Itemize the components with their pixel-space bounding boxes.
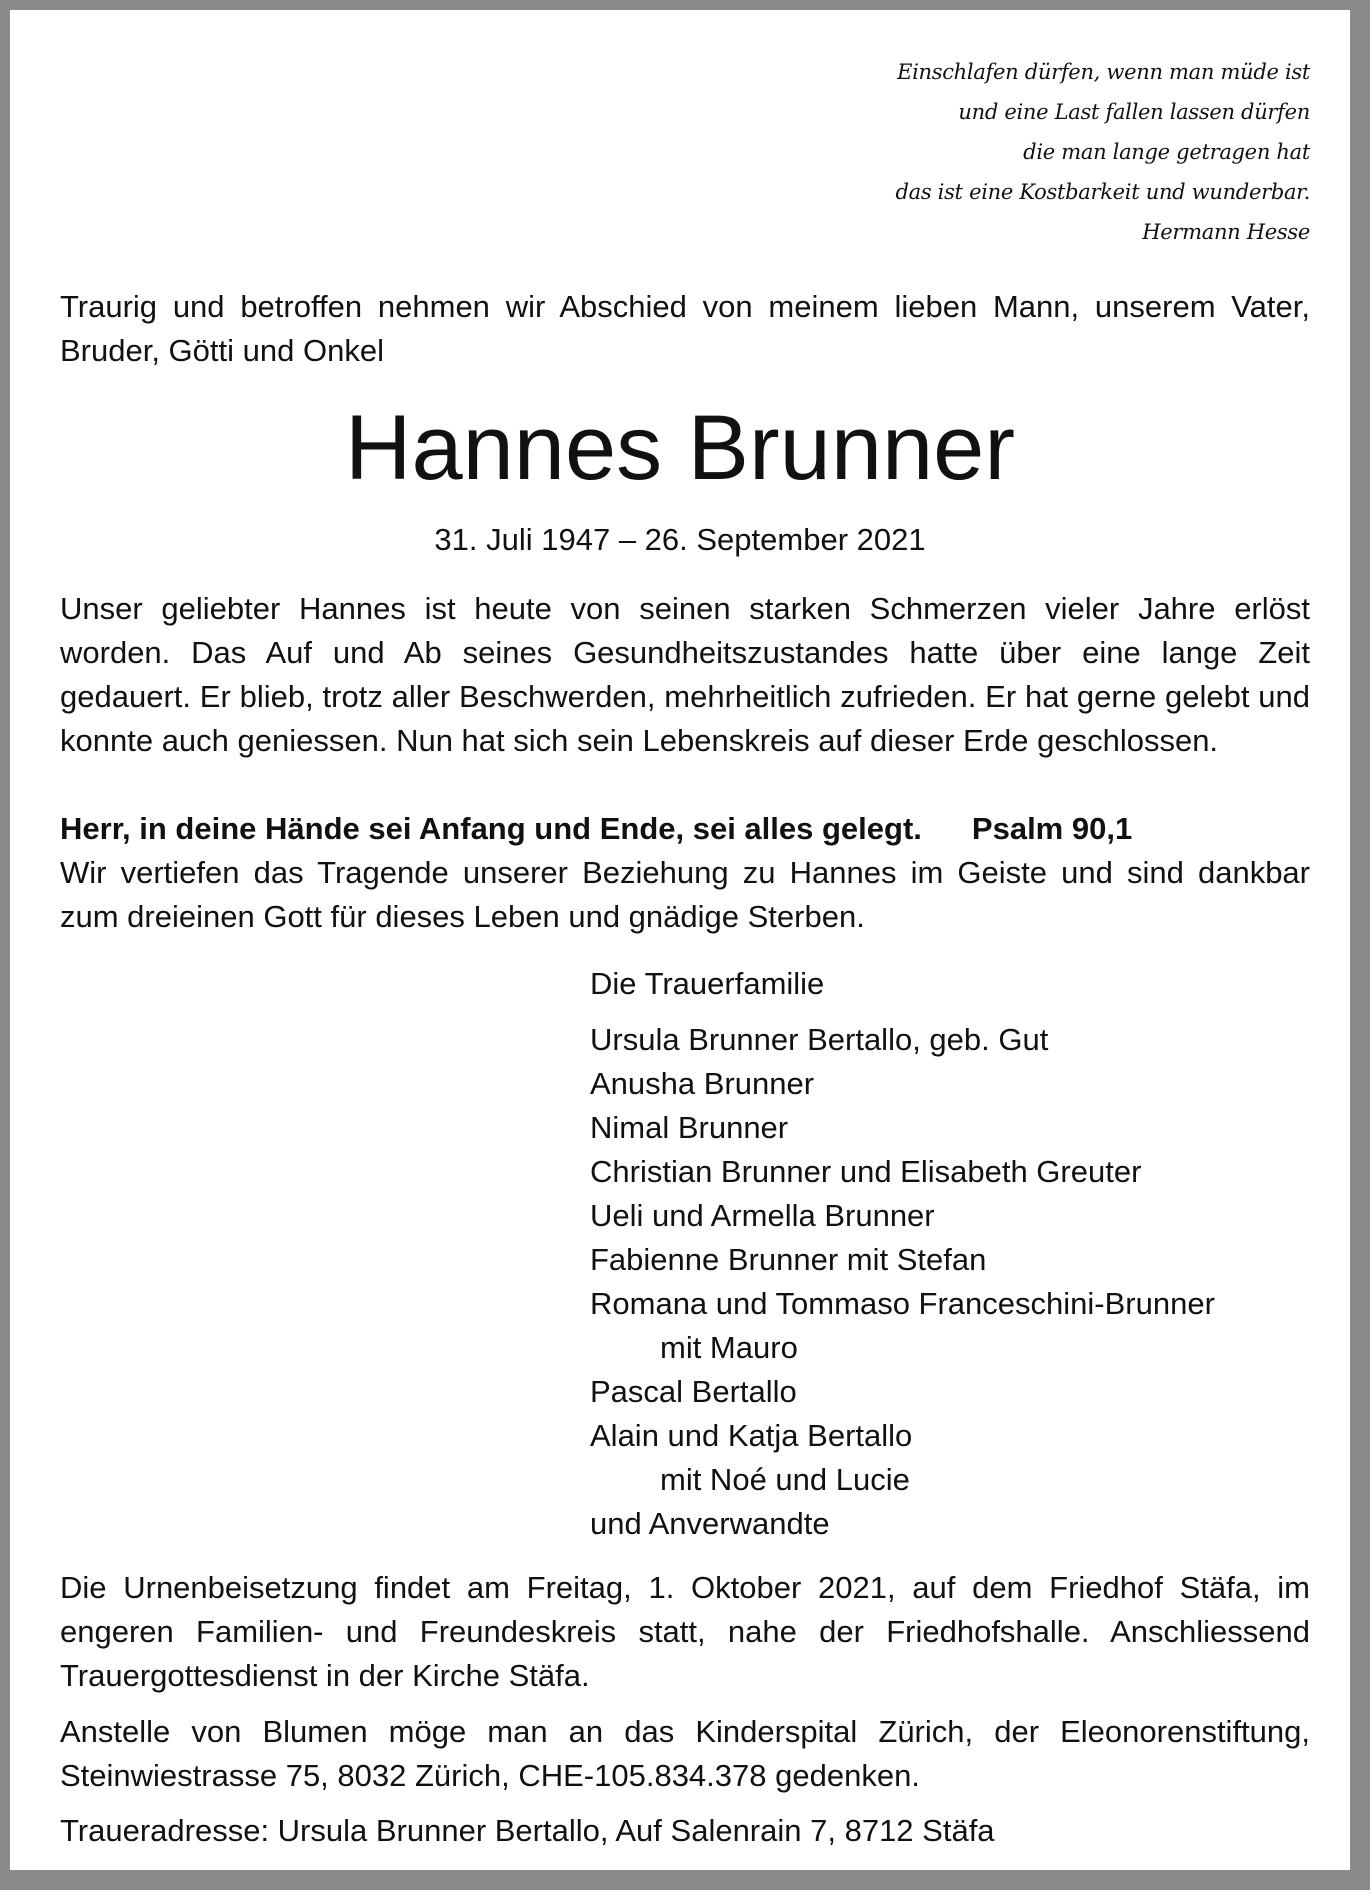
- mourning-address: Traueradresse: Ursula Brunner Bertallo, Auf Salenrain 7, 8712 Stäfa: [60, 1813, 995, 1848]
- deceased-name: Hannes Brunner: [345, 397, 1015, 499]
- family-member: Anusha Brunner: [590, 1066, 815, 1101]
- ceremony-text: Die Urnenbeisetzung findet am Freitag, 1. Oktober 2021, auf dem Friedhof Stäfa, im engeren Familien- und Freundeskreis statt, nahe der Friedhofshalle. Anschliessend Trauergottesdienst in der Kirche Stäfa.: [60, 1570, 1310, 1693]
- family-member: mit Mauro: [660, 1330, 798, 1365]
- family-member: Fabienne Brunner mit Stefan: [590, 1242, 987, 1277]
- family-member: Alain und Katja Bertallo: [590, 1418, 913, 1453]
- family-member: Nimal Brunner: [590, 1110, 789, 1145]
- quote-line: Einschlafen dürfen, wenn man müde ist: [897, 60, 1310, 84]
- family-member: mit Noé und Lucie: [660, 1462, 910, 1497]
- life-dates: 31. Juli 1947 – 26. September 2021: [434, 522, 926, 557]
- family-list: [590, 962, 1215, 1546]
- family-member: Pascal Bertallo: [590, 1374, 797, 1409]
- quote-line: und eine Last fallen lassen dürfen: [958, 100, 1310, 124]
- quote-line: die man lange getragen hat: [1023, 140, 1310, 164]
- quote-line: das ist eine Kostbarkeit und wunderbar.: [895, 180, 1310, 204]
- hesse-quote: [895, 52, 1310, 252]
- gratitude-text: Wir vertiefen das Tragende unserer Beziehung zu Hannes im Geiste und sind dankbar zum dreieinen Gott für dieses Leben und gnädige Sterben.: [60, 855, 1310, 934]
- bible-verse: [60, 807, 1310, 851]
- donation-text: Anstelle von Blumen möge man an das Kinderspital Zürich, der Eleonorenstiftung, Steinwiestrasse 75, 8032 Zürich, CHE-105.834.378 gedenken.: [60, 1714, 1310, 1793]
- family-member: Ursula Brunner Bertallo, geb. Gut: [590, 1022, 1049, 1057]
- family-member: Christian Brunner und Elisabeth Greuter: [590, 1154, 1142, 1189]
- main-text: Unser geliebter Hannes ist heute von seinen starken Schmerzen vieler Jahre erlöst worden. Das Auf und Ab seines Gesundheitszustandes hatte über eine lange Zeit gedauert. Er blieb, trotz aller Beschwerden, mehrheitlich zufrieden. Er hat gerne gelebt und konnte auch geniessen. Nun hat sich sein Lebenskreis auf dieser Erde geschlossen.: [60, 591, 1310, 758]
- intro-text: Traurig und betroffen nehmen wir Abschied von meinem lieben Mann, unserem Vater, Bruder, Götti und Onkel: [60, 289, 1310, 368]
- family-heading: Die Trauerfamilie: [590, 966, 825, 1001]
- family-member: Ueli und Armella Brunner: [590, 1198, 935, 1233]
- verse-reference: Psalm 90,1: [971, 811, 1133, 846]
- family-member: Romana und Tommaso Franceschini-Brunner: [590, 1286, 1215, 1321]
- quote-author: Hermann Hesse: [1142, 220, 1310, 244]
- obituary-page: [10, 10, 1350, 1870]
- family-member: und Anverwandte: [590, 1506, 830, 1541]
- verse-text: Herr, in deine Hände sei Anfang und Ende, sei alles gelegt.: [60, 811, 922, 846]
